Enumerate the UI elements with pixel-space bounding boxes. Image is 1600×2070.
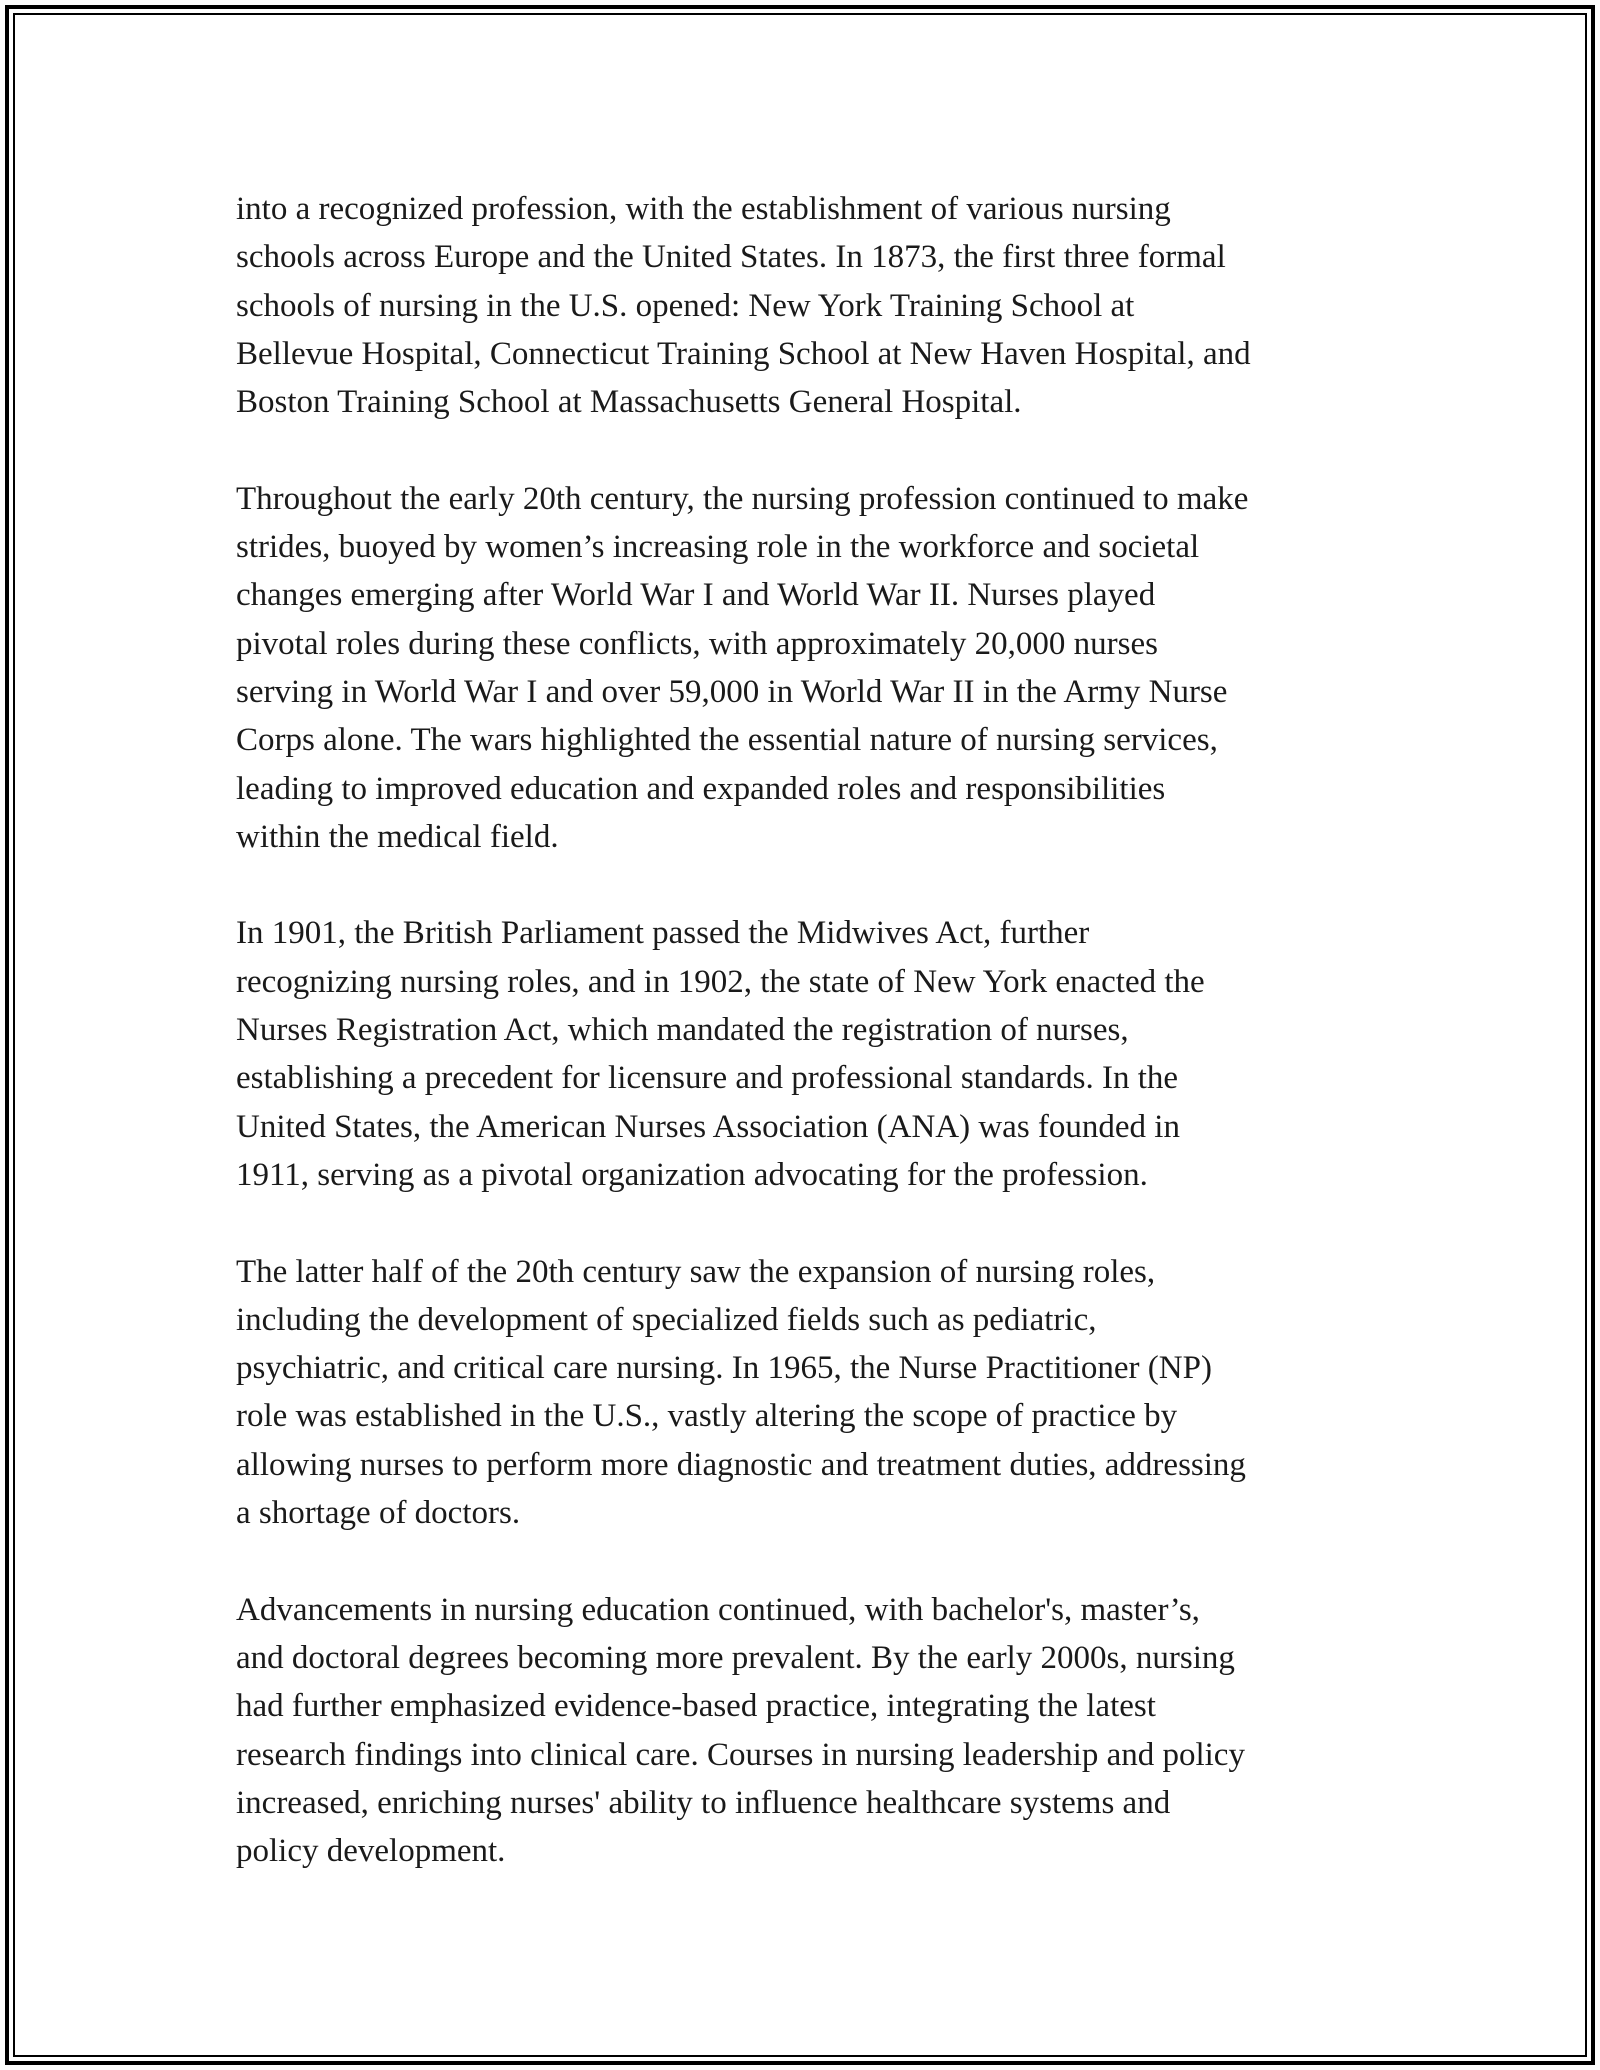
paragraph-registration-acts: In 1901, the British Parliament passed the Midwives Act, further recognizing nursing roles, and in 1902, the state of New York enacted the Nurses Registration Act, which mandated the registration of nurses, establishing a precedent for licensure and professional standards. In the United States, the American Nurses Association (ANA) was founded in 1911, serving as a pivotal organization advocating for the profession. xyxy=(236,915,1205,1193)
paragraph-education-advancements: Advancements in nursing education continued, with bachelor's, master’s, and doctoral degrees becoming more prevalent. By the early 2000s, nursing had further emphasized evidence-based practice, integrating the latest research findings into clinical care. Courses in nursing leadership and policy increased, enriching nurses' ability to influence healthcare systems and policy development. xyxy=(236,1591,1245,1870)
document-body xyxy=(236,185,1376,1875)
paragraph-nursing-schools: into a recognized profession, with the establishment of various nursing schools across Europe and the United States. In 1873, the first three formal schools of nursing in the U.S. opened: New York Training School at Bellevue Hospital, Connecticut Training School at New Haven Hospital, and Boston Training School at Massachusetts General Hospital. xyxy=(236,191,1251,421)
paragraph-world-wars: Throughout the early 20th century, the nursing profession continued to make strides, buoyed by women’s increasing role in the workforce and societal changes emerging after World War I and World War II. Nurses played pivotal roles during these conflicts, with approximately 20,000 nurses serving in World War I and over 59,000 in World War II in the Army Nurse Corps alone. The wars highlighted the essential nature of nursing services, leading to improved education and expanded roles and responsibilities within the medical field. xyxy=(236,480,1249,855)
paragraph-specialization: The latter half of the 20th century saw the expansion of nursing roles, including the development of specialized fields such as pediatric, psychiatric, and critical care nursing. In 1965, the Nurse Practitioner (NP) role was established in the U.S., vastly altering the scope of practice by allowing nurses to perform more diagnostic and treatment duties, addressing a shortage of doctors. xyxy=(236,1253,1246,1532)
